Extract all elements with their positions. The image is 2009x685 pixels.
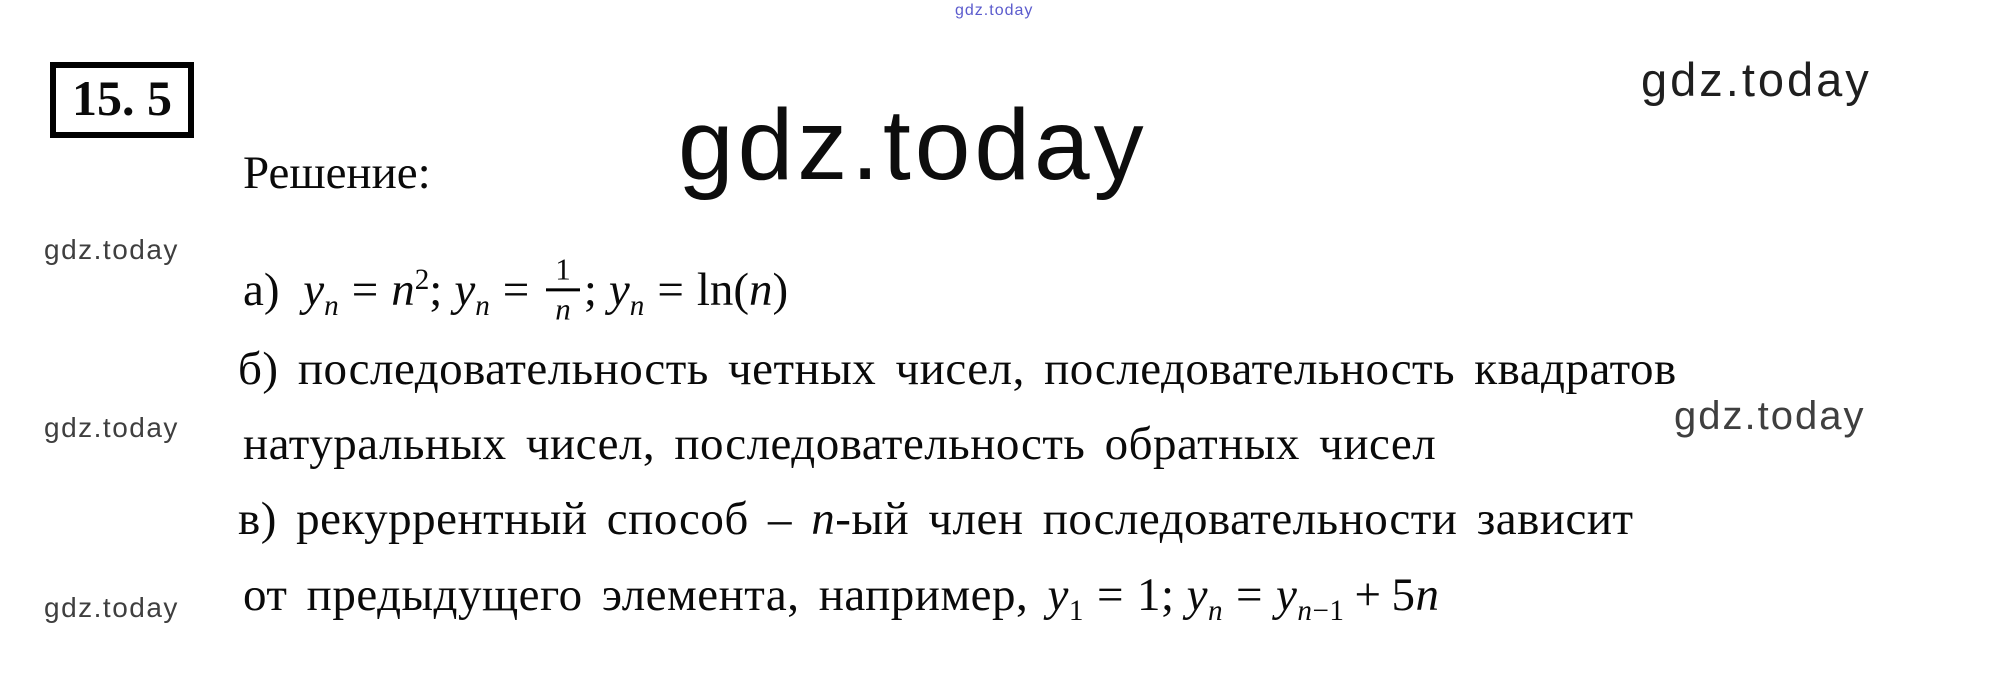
- watermark-left-1: gdz.today: [44, 234, 179, 265]
- math-var-n: n: [811, 493, 836, 545]
- part-v-line2-prefix: от предыдущего элемента, например,: [243, 569, 1048, 621]
- equals-sign: =: [502, 263, 530, 316]
- part-v-suffix: -ый член последовательности зависит: [835, 493, 1634, 545]
- math-sub-n-minus-1: n−1: [1297, 595, 1345, 628]
- part-a-label: а): [243, 263, 280, 316]
- math-var-y: y: [303, 263, 325, 316]
- math-sub-n: n: [475, 290, 490, 323]
- semicolon: ;: [429, 263, 443, 316]
- solution-part-v-line2: [243, 568, 1439, 628]
- math-var-y: y: [1276, 569, 1298, 621]
- math-value-1: 1: [1137, 569, 1161, 621]
- equals-sign: =: [351, 263, 379, 316]
- math-var-n: n: [1415, 569, 1440, 621]
- math-sub-n: n: [1207, 595, 1223, 628]
- math-var-n: n: [749, 263, 773, 316]
- watermark-top-right: gdz.today: [1641, 53, 1872, 106]
- watermark-top-center: gdz.today: [955, 2, 1034, 19]
- close-paren: ): [772, 263, 789, 316]
- equals-sign: =: [1096, 569, 1124, 621]
- solution-heading: Решение:: [243, 147, 431, 199]
- plus-sign: +: [1354, 569, 1382, 621]
- problem-number-box: [50, 62, 194, 138]
- fraction-numerator: 1: [546, 253, 580, 291]
- solution-part-v-line1: [238, 492, 1634, 546]
- math-var-n: n: [391, 263, 415, 316]
- watermark-left-2: gdz.today: [44, 412, 179, 443]
- solution-part-b-line1: б) последовательность четных чисел, последовательность квадратов: [238, 343, 1677, 395]
- math-var-y: y: [608, 263, 630, 316]
- fraction-1-over-n: [546, 253, 580, 325]
- semicolon: ;: [1161, 569, 1175, 621]
- solution-part-a: [243, 251, 789, 330]
- equals-sign: =: [1236, 569, 1264, 621]
- equals-sign: =: [657, 263, 684, 316]
- problem-number: 15. 5: [72, 70, 172, 126]
- math-var-y: y: [454, 263, 476, 316]
- solution-part-b-line2: натуральных чисел, последовательность обратных чисел: [243, 418, 1437, 470]
- math-var-y: y: [1186, 569, 1208, 621]
- watermark-center-large: gdz.today: [678, 89, 1148, 201]
- math-sub-1: 1: [1068, 595, 1084, 628]
- math-coef-5: 5: [1391, 569, 1416, 621]
- watermark-left-3: gdz.today: [44, 592, 179, 623]
- math-var-y: y: [1047, 569, 1069, 621]
- semicolon: ;: [583, 263, 597, 316]
- watermark-mid-right: gdz.today: [1674, 394, 1866, 438]
- fraction-denominator: n: [555, 290, 571, 326]
- ln-function: ln(: [696, 263, 750, 316]
- math-sup-2: 2: [414, 263, 430, 296]
- math-sub-n: n: [629, 290, 645, 323]
- math-sub-n: n: [324, 290, 339, 323]
- part-v-prefix: в) рекуррентный способ –: [238, 493, 812, 545]
